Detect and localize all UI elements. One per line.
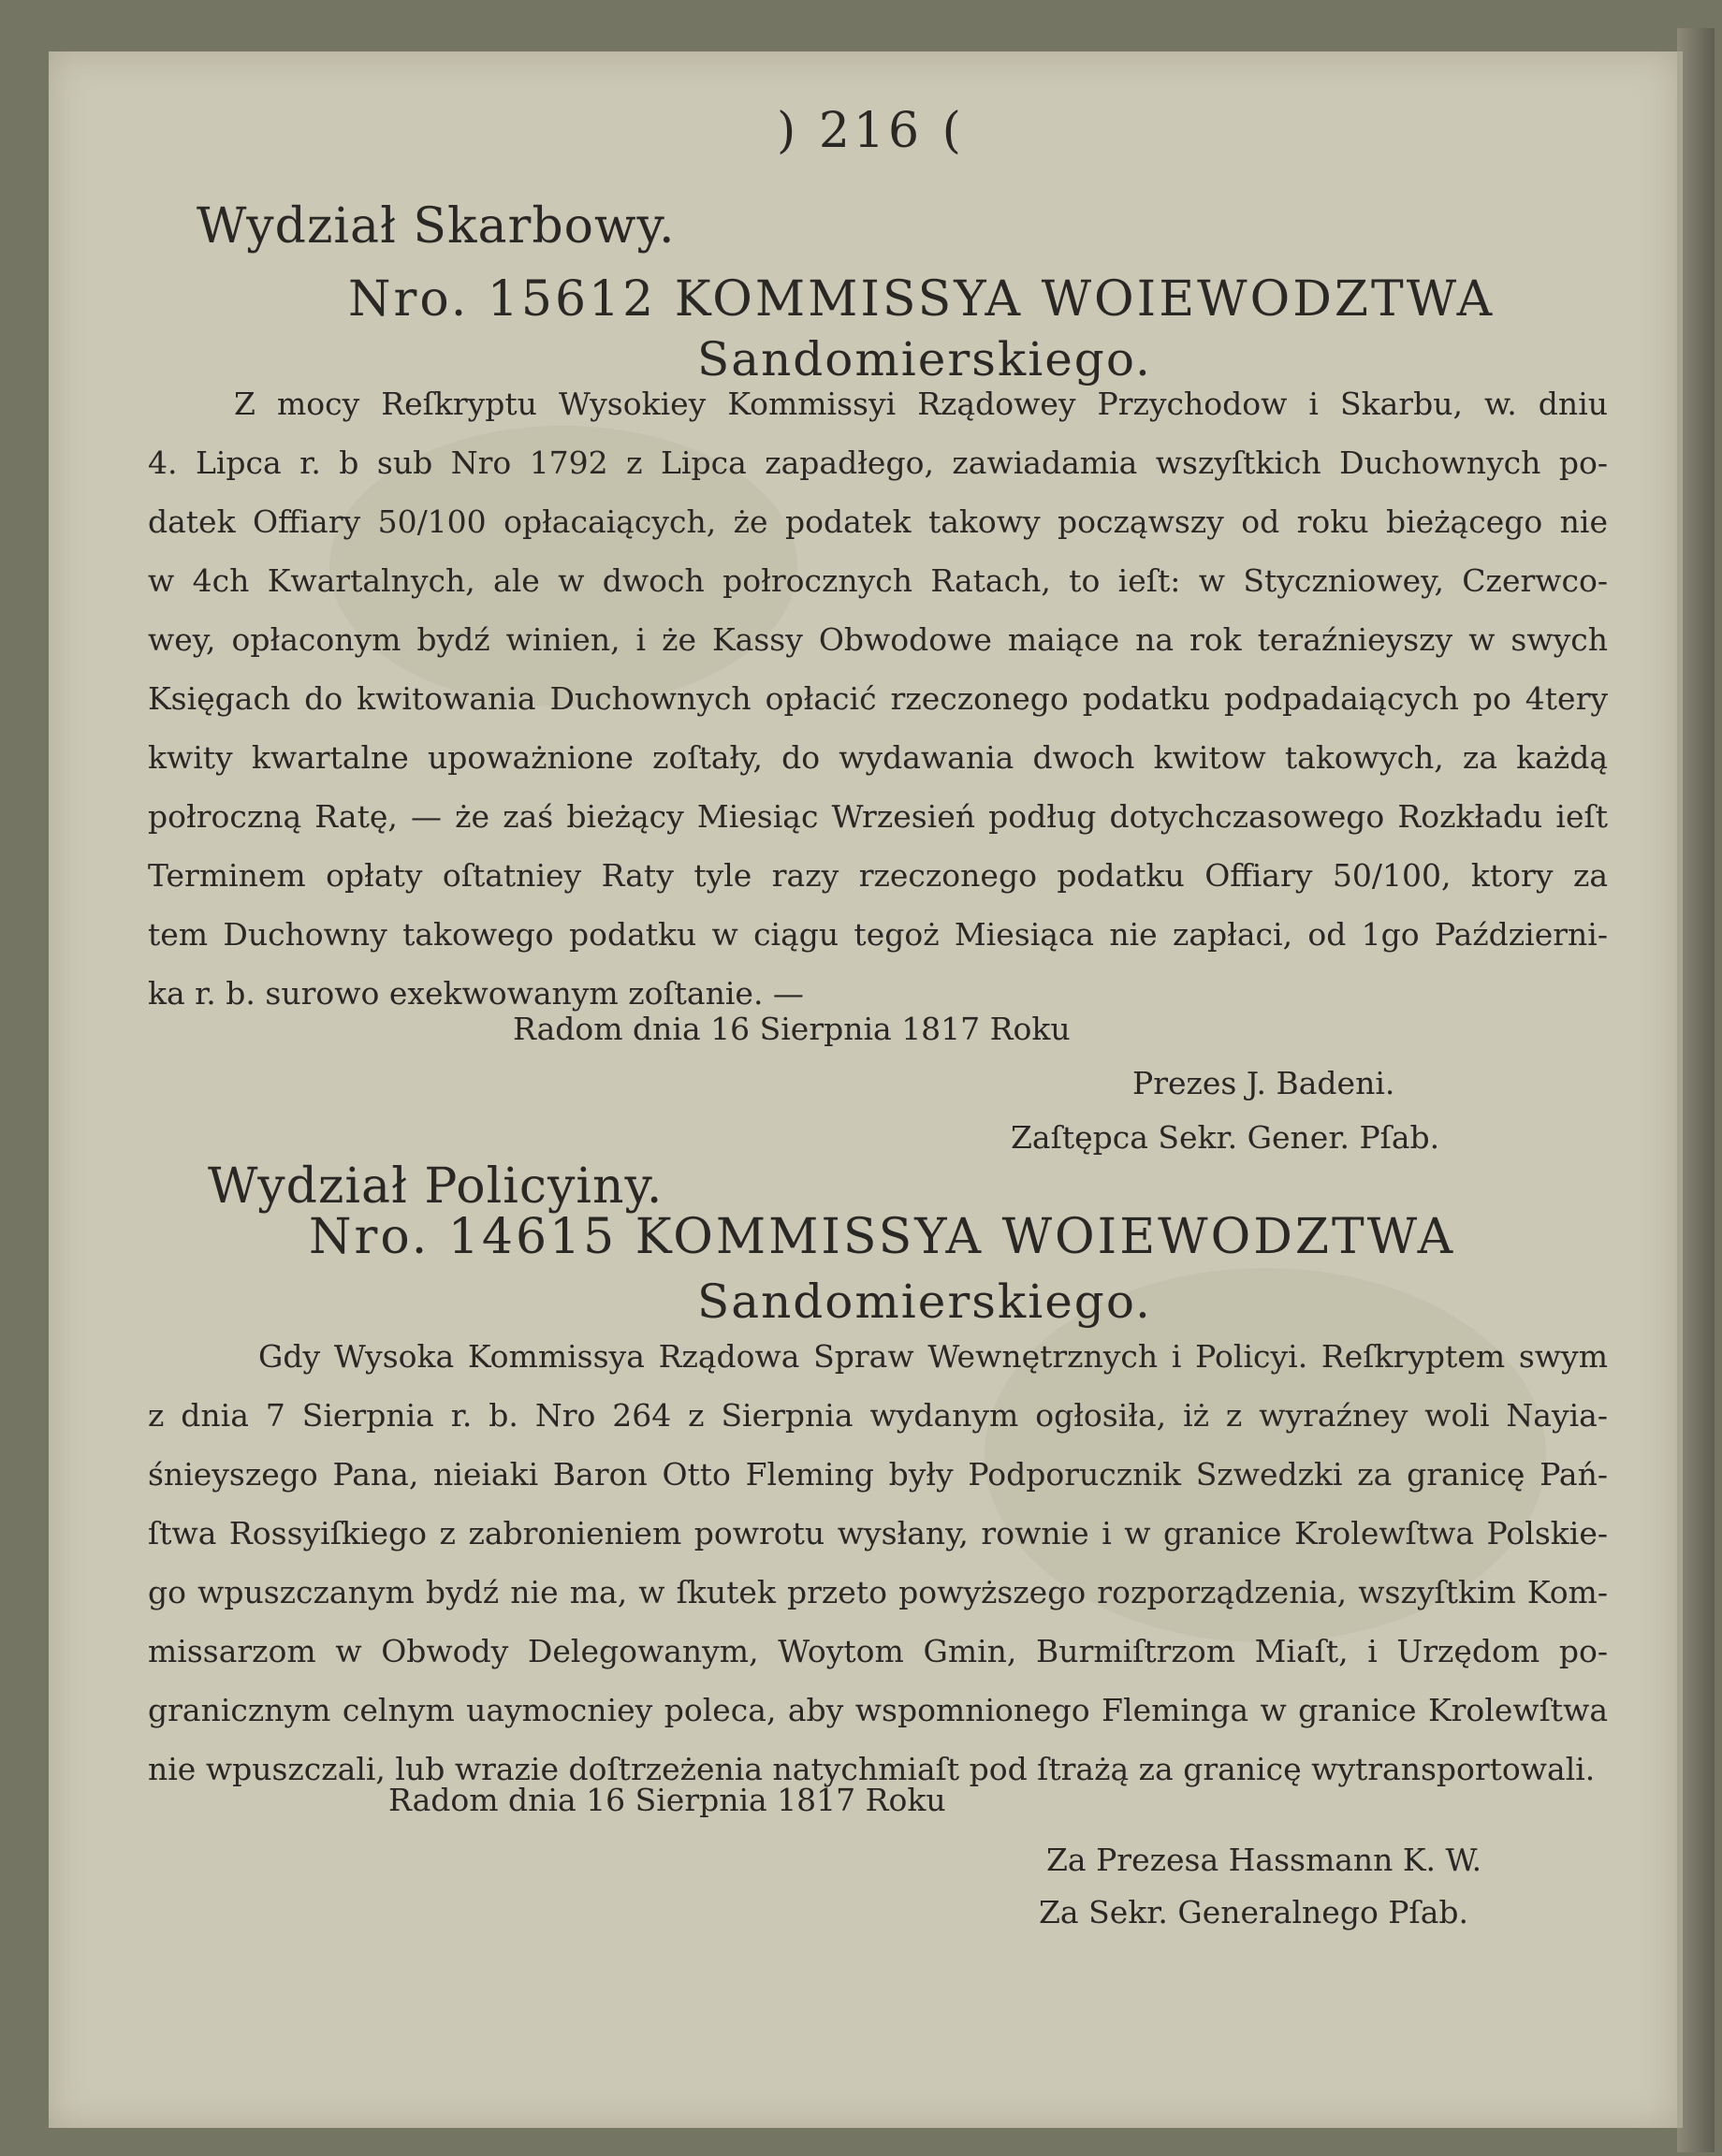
notice2-signature-secretary: Za Sekr. Generalnego Pſab. [1039, 1894, 1469, 1930]
notice1-line: Księgach do kwitowania Duchownych opłacić rzeczonego podatku podpadaiących po 4tery [148, 680, 1608, 717]
notice2-line: śnieyszego Pana, nieiaki Baron Otto Fleming były Podporucznik Szwedzki za granicę Pań- [148, 1456, 1608, 1493]
notice2-line: missarzom w Obwody Delegowanym, Woytom Gmin, Burmiſtrzom Miaſt, i Urzędom po- [148, 1633, 1608, 1669]
notice1-line: 4. Lipca r. b sub Nro 1792 z Lipca zapadłego, zawiadamia wszyſtkich Duchownych po- [148, 444, 1608, 481]
notice1-signature-president: Prezes J. Badeni. [1132, 1065, 1395, 1101]
notice2-line: z dnia 7 Sierpnia r. b. Nro 264 z Sierpnia wydanym ogłosiła, iż z wyraźney woli Nayia- [148, 1397, 1608, 1434]
page-number: ) 216 ( [777, 103, 965, 159]
notice2-signature-president: Za Prezesa Hassmann K. W. [1046, 1842, 1482, 1878]
notice1-department: Wydział Skarbowy. [197, 198, 676, 255]
notice1-line: Terminem opłaty oſtatniey Raty tyle razy rzeczonego podatku Offiary 50/100, ktory za [148, 857, 1608, 894]
notice1-line: kwity kwartalne upoważnione zoſtały, do wydawania dwoch kwitow takowych, za każdą [148, 739, 1608, 776]
notice2-title: Nro. 14615 KOMMISSYA WOIEWODZTWA [309, 1209, 1456, 1265]
notice2-region: Sandomierskiego. [697, 1275, 1152, 1329]
notice2-line: granicznym celnym uaymocniey poleca, aby wspomnionego Fleminga w granice Krolewſtwa [148, 1692, 1608, 1728]
notice2-department: Wydział Policyiny. [208, 1158, 664, 1215]
notice1-region: Sandomierskiego. [697, 332, 1152, 386]
notice1-line: połroczną Ratę, — że zaś bieżący Miesiąc Wrzesień podług dotychczasowego Rozkładu ieſt [148, 798, 1608, 835]
notice1-line: Z mocy Reſkryptu Wysokiey Kommissyi Rządowey Przychodow i Skarbu, w. dniu [234, 386, 1608, 422]
notice1-date: Radom dnia 16 Sierpnia 1817 Roku [513, 1011, 1071, 1047]
notice2-body [148, 1327, 1608, 1799]
notice1-line: tem Duchowny takowego podatku w ciągu tegoż Miesiąca nie zapłaci, od 1go Październi- [148, 916, 1608, 953]
notice1-line: datek Offiary 50/100 opłacaiących, że podatek takowy począwszy od roku bieżącego nie [148, 503, 1608, 540]
notice2-line: go wpuszczanym bydź nie ma, w ſkutek przeto powyższego rozporządzenia, wszyſtkim Kom- [148, 1574, 1608, 1610]
notice1-body [148, 374, 1608, 1023]
notice1-signature-secretary: Zaſtępca Sekr. Gener. Pſab. [1011, 1119, 1440, 1156]
notice1-line: ka r. b. surowo exekwowanym zoſtanie. — [148, 975, 804, 1012]
notice1-line: wey, opłaconym bydź winien, i że Kassy Obwodowe maiące na rok teraźnieyszy w swych [148, 621, 1608, 658]
notice1-title: Nro. 15612 KOMMISSYA WOIEWODZTWA [348, 271, 1496, 328]
notice2-line: ſtwa Rossyiſkiego z zabronieniem powrotu wysłany, rownie i w granice Krolewſtwa Polskie- [148, 1515, 1608, 1551]
notice2-date: Radom dnia 16 Sierpnia 1817 Roku [388, 1782, 946, 1818]
book-spine [1677, 28, 1715, 2152]
notice1-line: w 4ch Kwartalnych, ale w dwoch połrocznych Ratach, to ieſt: w Styczniowey, Czerwco- [148, 562, 1608, 599]
notice2-line: Gdy Wysoka Kommissya Rządowa Spraw Wewnętrznych i Policyi. Reſkryptem swym [258, 1338, 1608, 1375]
notice2-line: nie wpuszczali, lub wrazie doſtrzeżenia natychmiaſt pod ſtrażą za granicę wytransportowali. [148, 1751, 1596, 1787]
